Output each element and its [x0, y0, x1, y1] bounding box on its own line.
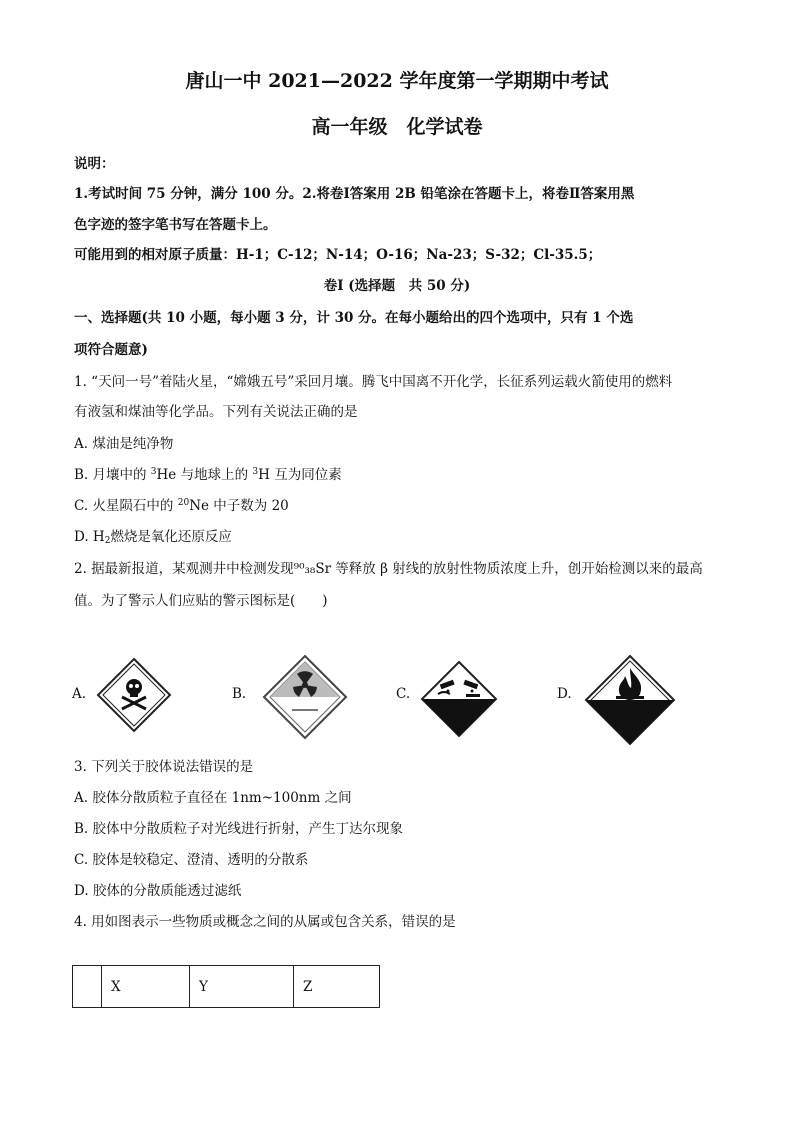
section-heading-1: 一、选择题(共 10 小题，每小题 3 分，计 30 分。在每小题给出的四个选项中，只有 1 个选: [74, 310, 634, 326]
notes-line-2: 色字迹的签字笔书写在答题卡上。: [74, 217, 277, 233]
table-cell-y: Y: [190, 966, 294, 1008]
corrosive-sign-icon: [420, 660, 498, 738]
q4-table: [72, 965, 380, 1008]
q2-option-d-label: D.: [557, 686, 572, 702]
q1-option-b: B. 月壤中的 $^3$He 与地球上的 $^3$H 互为同位素: [74, 467, 342, 483]
toxic-sign-icon: [96, 657, 172, 733]
q2-option-c-label: C.: [396, 686, 411, 702]
q1-stem-1: 1. “天问一号”着陆火星，“嫦娥五号”采回月壤。腾飞中国离不开化学，长征系列运载火箭使用的燃料: [74, 374, 673, 390]
q1-option-c: C. 火星陨石中的 $^{20}$Ne 中子数为 20: [74, 498, 289, 514]
atomic-masses: 可能用到的相对原子质量：H-1；C-12；N-14；O-16；Na-23；S-32；Cl-35.5；: [74, 247, 602, 263]
table-cell-z: Z: [294, 966, 380, 1008]
q3-stem: 3. 下列关于胶体说法错误的是: [74, 759, 254, 775]
radioactive-sign-icon: [262, 654, 348, 740]
notes-label: 说明：: [74, 156, 115, 172]
q3-option-d: D. 胶体的分散质能透过滤纸: [74, 883, 242, 899]
table-cell-x: X: [102, 966, 190, 1008]
q1-option-d: D. $H_2$燃烧是氧化还原反应: [74, 529, 232, 546]
table-cell-blank: [73, 966, 102, 1008]
q1-stem-2: 有液氢和煤油等化学品。下列有关说法正确的是: [74, 404, 358, 420]
section-title: 卷Ⅰ (选择题 共 50 分): [323, 278, 471, 294]
section-heading-2: 项符合题意): [74, 342, 148, 358]
notes-line-1: 1.考试时间 75 分钟，满分 100 分。2.将卷Ⅰ答案用 2B 铅笔涂在答题卡上，将卷Ⅱ答案用黑: [74, 186, 635, 202]
q2-stem-1: 2. 据最新报道，某观测井中检测发现⁹⁰₃₈Sr 等释放 β 射线的放射性物质浓度上升，创开始检测以来的最高: [74, 561, 703, 577]
q2-option-b-label: B.: [232, 686, 247, 702]
q3-option-c: C. 胶体是较稳定、澄清、透明的分散系: [74, 852, 309, 868]
q2-stem-2: 值。为了警示人们应贴的警示图标是( ): [74, 593, 328, 609]
exam-title: 唐山一中 2021—2022 学年度第一学期期中考试: [185, 70, 609, 92]
q3-option-a: A. 胶体分散质粒子直径在 1nm~100nm 之间: [74, 790, 352, 806]
exam-subtitle: 高一年级 化学试卷: [311, 116, 483, 138]
q4-stem: 4. 用如图表示一些物质或概念之间的从属或包含关系，错误的是: [74, 914, 456, 930]
q2-option-a-label: A.: [72, 686, 87, 702]
q1-option-a: A. 煤油是纯净物: [74, 436, 174, 452]
q3-option-b: B. 胶体中分散质粒子对光线进行折射，产生丁达尔现象: [74, 821, 404, 837]
table-row: [73, 966, 380, 1008]
flammable-sign-icon: [584, 654, 676, 746]
